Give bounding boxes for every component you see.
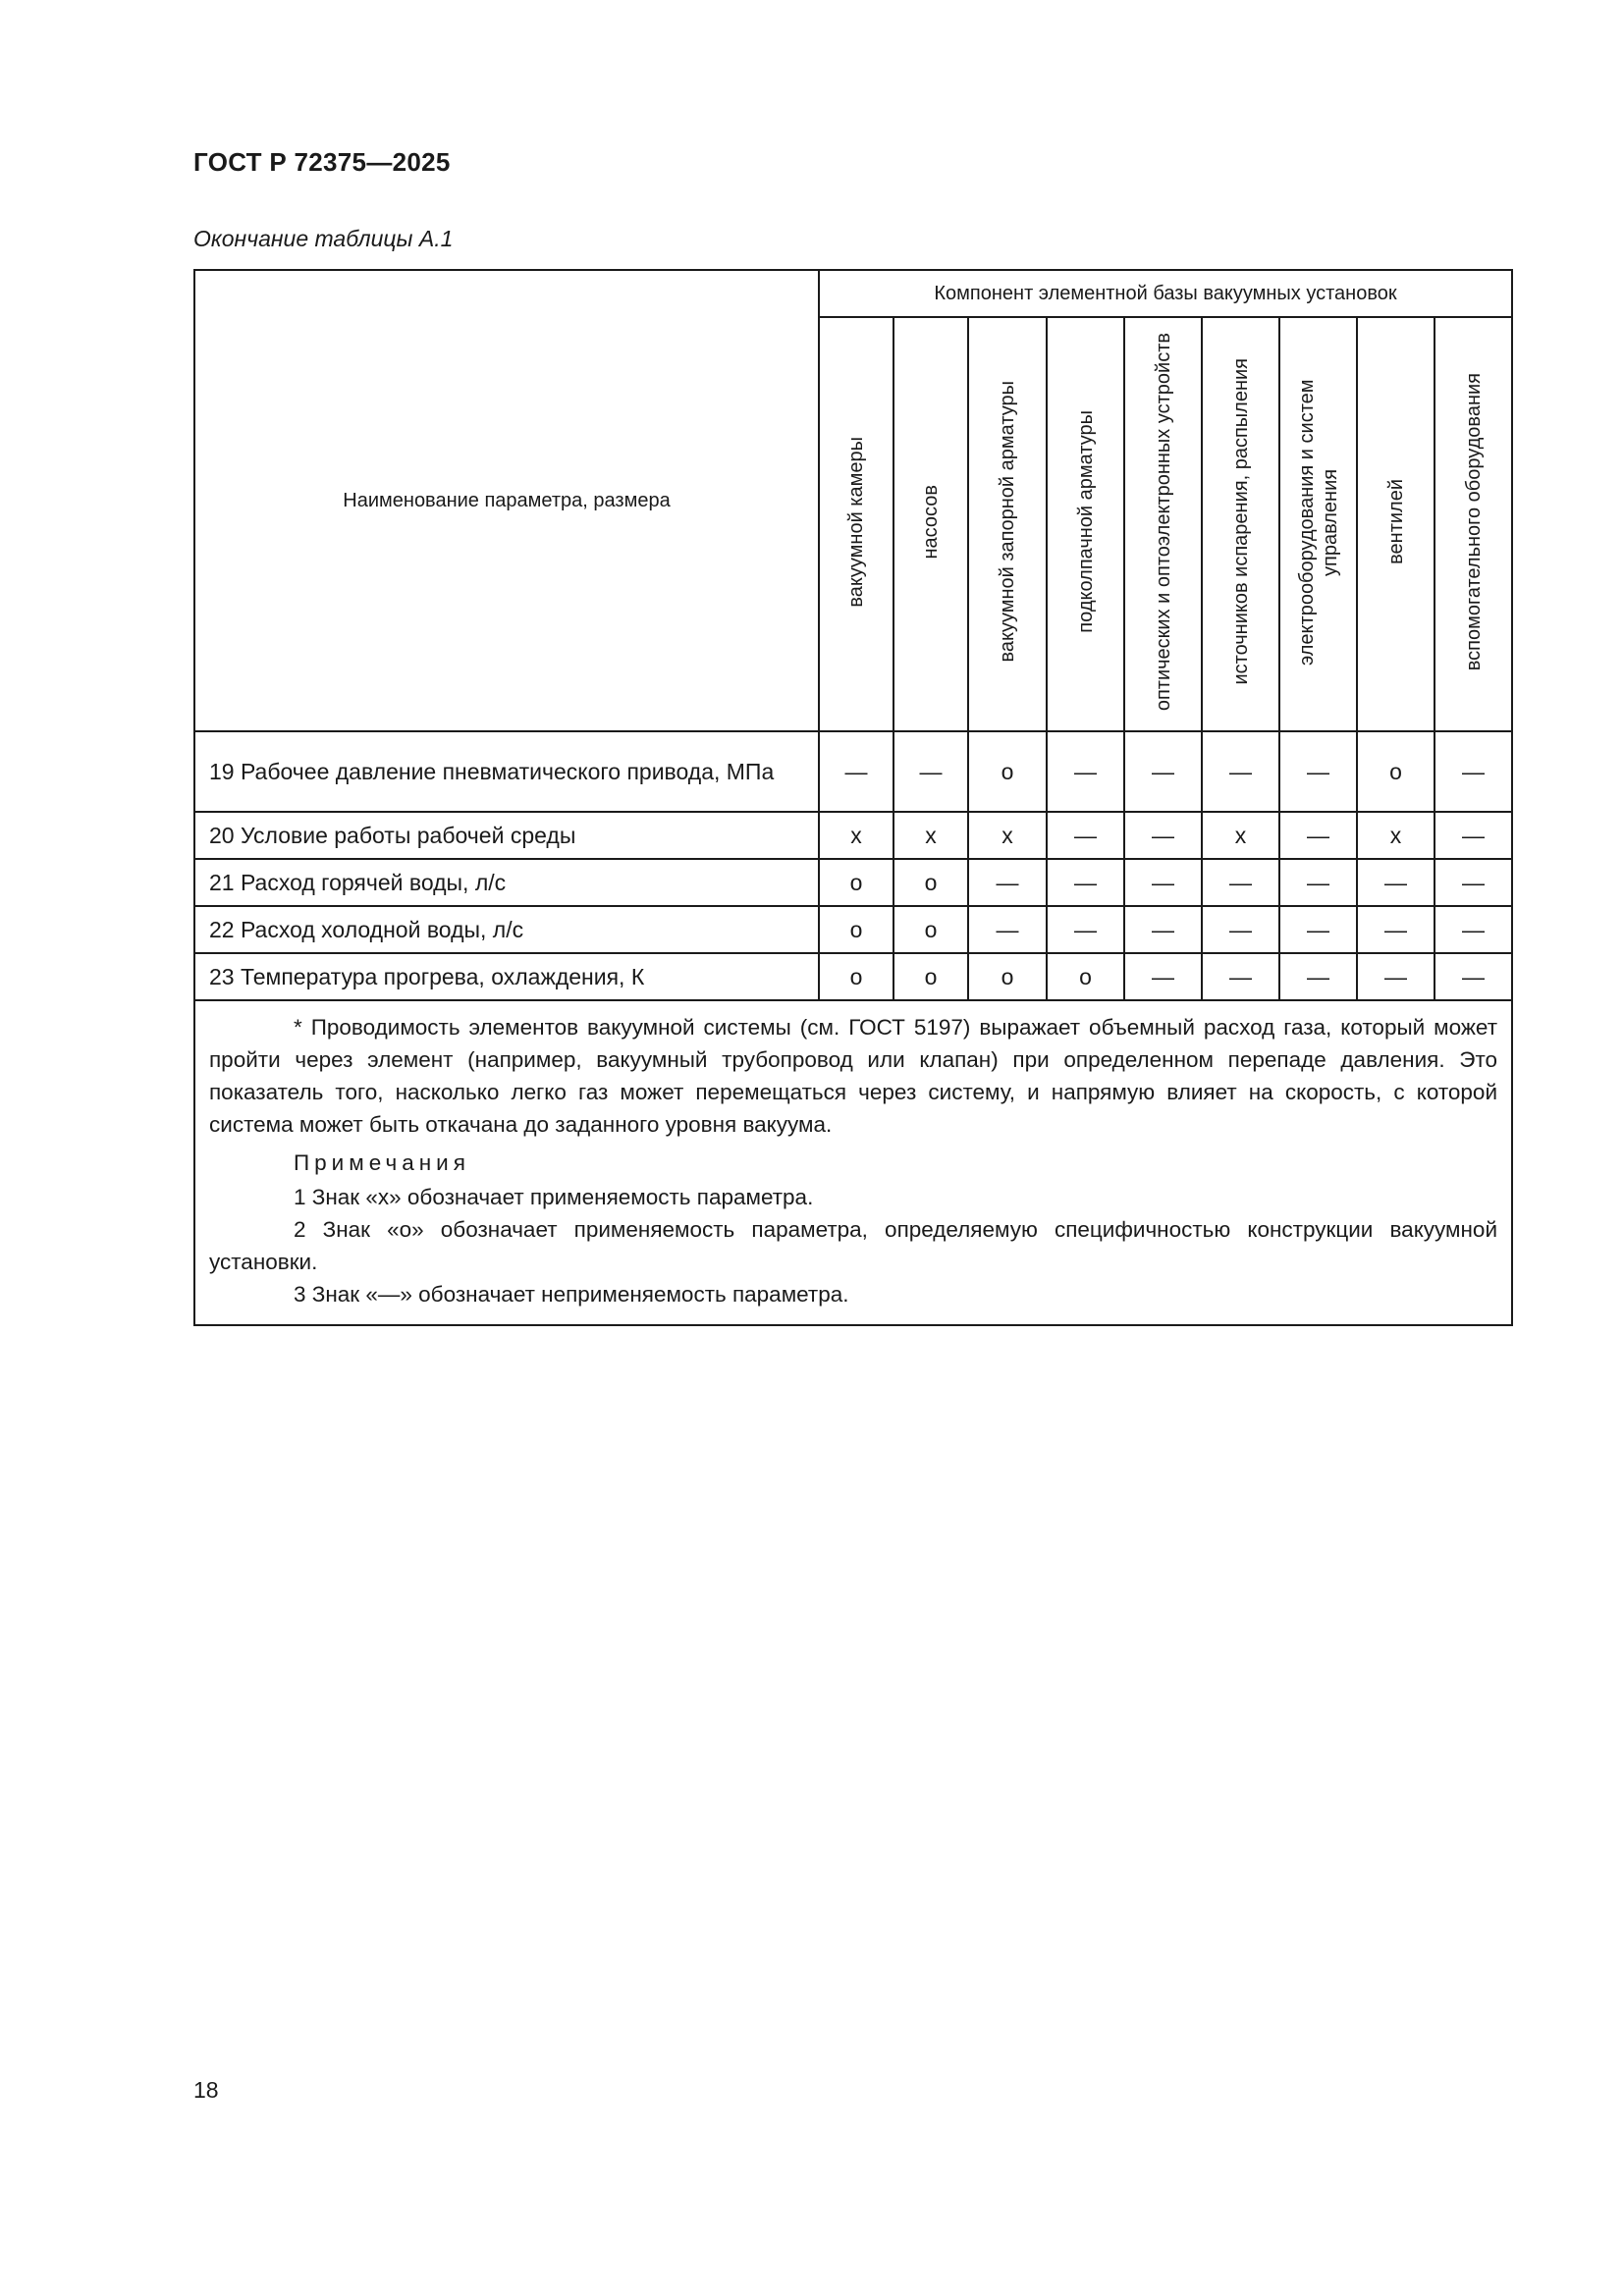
- mark-cell: х: [893, 812, 968, 859]
- mark-cell: —: [1435, 812, 1512, 859]
- note-item: 1 Знак «х» обозначает применяемость параметра.: [294, 1185, 814, 1209]
- mark-cell: о: [819, 906, 893, 953]
- mark-cell: о: [893, 859, 968, 906]
- mark-cell: х: [1202, 812, 1279, 859]
- mark-cell: о: [968, 731, 1047, 812]
- column-header-label: оптических и оптоэлектронных устройств: [1152, 332, 1174, 712]
- mark-cell: —: [1047, 906, 1124, 953]
- table-caption: Окончание таблицы А.1: [193, 226, 454, 251]
- mark-cell: —: [1124, 731, 1202, 812]
- notes-row: [194, 1000, 1512, 1325]
- mark-cell: о: [968, 953, 1047, 1000]
- mark-cell: о: [1357, 731, 1435, 812]
- table-row: [194, 812, 1512, 859]
- footnote: * Проводимость элементов вакуумной системы (см. ГОСТ 5197) выражает объемный расход газа, который может пройти через элемент (например, вакуумный трубопровод или клапан) при определенном перепаде давления. Это показатель того, насколько легко газ может перемещаться через систему, и напрямую влияет на скорость, с которой система может быть откачана до заданного уровня вакуума.: [209, 1015, 1498, 1137]
- column-header-label: насосов: [920, 484, 942, 560]
- mark-cell: —: [819, 731, 893, 812]
- mark-cell: —: [1202, 906, 1279, 953]
- mark-cell: —: [1435, 906, 1512, 953]
- column-header-label: вентилей: [1384, 479, 1407, 564]
- param-name: 23 Температура прогрева, охлаждения, К: [194, 953, 819, 1000]
- document-header: ГОСТ Р 72375—2025: [193, 147, 451, 177]
- component-group-header: Компонент элементной базы вакуумных установок: [819, 270, 1512, 317]
- column-header-label: вспомогательного оборудования: [1462, 372, 1485, 671]
- param-name: 20 Условие работы рабочей среды: [194, 812, 819, 859]
- column-header-label: вакуумной запорной арматуры: [997, 381, 1018, 663]
- column-header: [1279, 317, 1357, 731]
- mark-cell: о: [1047, 953, 1124, 1000]
- mark-cell: —: [1279, 859, 1357, 906]
- mark-cell: —: [1124, 953, 1202, 1000]
- mark-cell: —: [1279, 812, 1357, 859]
- table-row: [194, 953, 1512, 1000]
- column-header-label: электрооборудования и систем управления: [1295, 378, 1341, 666]
- mark-cell: —: [1202, 731, 1279, 812]
- mark-cell: —: [1202, 859, 1279, 906]
- column-header: [1357, 317, 1435, 731]
- column-header-label: вакуумной камеры: [845, 436, 867, 608]
- mark-cell: —: [1357, 859, 1435, 906]
- mark-cell: х: [968, 812, 1047, 859]
- mark-cell: о: [893, 906, 968, 953]
- mark-cell: —: [1047, 731, 1124, 812]
- column-header: [1124, 317, 1202, 731]
- mark-cell: —: [1279, 731, 1357, 812]
- mark-cell: —: [1435, 953, 1512, 1000]
- column-header-label: источников испарения, распыления: [1229, 358, 1252, 685]
- parameters-table: [193, 269, 1513, 1326]
- mark-cell: —: [1279, 953, 1357, 1000]
- column-header: [1047, 317, 1124, 731]
- mark-cell: —: [1279, 906, 1357, 953]
- mark-cell: х: [1357, 812, 1435, 859]
- param-name: 19 Рабочее давление пневматического привода, МПа: [194, 731, 819, 812]
- column-header: [1202, 317, 1279, 731]
- column-header-label: подколпачной арматуры: [1074, 410, 1097, 633]
- param-name: 22 Расход холодной воды, л/с: [194, 906, 819, 953]
- column-header: [1435, 317, 1512, 731]
- mark-cell: о: [893, 953, 968, 1000]
- column-header: [893, 317, 968, 731]
- mark-cell: —: [1202, 953, 1279, 1000]
- mark-cell: —: [968, 859, 1047, 906]
- mark-cell: —: [1357, 906, 1435, 953]
- column-header: [819, 317, 893, 731]
- mark-cell: —: [1124, 812, 1202, 859]
- note-item: 3 Знак «—» обозначает неприменяемость параметра.: [294, 1282, 849, 1307]
- mark-cell: —: [1357, 953, 1435, 1000]
- mark-cell: —: [1435, 731, 1512, 812]
- table-row: [194, 906, 1512, 953]
- notes-title: Примечания: [294, 1150, 470, 1175]
- mark-cell: —: [968, 906, 1047, 953]
- column-header: [968, 317, 1047, 731]
- table-row: [194, 859, 1512, 906]
- notes-block: [194, 1000, 1512, 1325]
- mark-cell: —: [1435, 859, 1512, 906]
- param-column-header: Наименование параметра, размера: [194, 270, 819, 731]
- mark-cell: —: [1047, 812, 1124, 859]
- page-number: 18: [193, 2077, 219, 2103]
- mark-cell: —: [1124, 859, 1202, 906]
- mark-cell: о: [819, 953, 893, 1000]
- mark-cell: х: [819, 812, 893, 859]
- table-row: [194, 731, 1512, 812]
- mark-cell: о: [819, 859, 893, 906]
- mark-cell: —: [893, 731, 968, 812]
- mark-cell: —: [1047, 859, 1124, 906]
- param-name: 21 Расход горячей воды, л/с: [194, 859, 819, 906]
- note-item: 2 Знак «о» обозначает применяемость параметра, определяемую специфичностью конструкции вакуумной установки.: [209, 1217, 1498, 1274]
- mark-cell: —: [1124, 906, 1202, 953]
